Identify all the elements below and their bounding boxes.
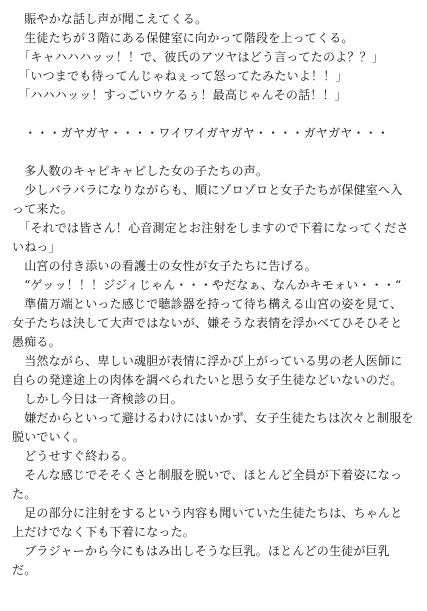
paragraph: ブラジャーから今にもはみ出しそうな巨乳。ほとんどの生徒が巨乳だ。 [12, 544, 390, 577]
dialogue-line: 「それでは皆さん！心音測定とお注射をしますので下着になってくださいねっ」 [12, 221, 409, 254]
blank-line [12, 143, 414, 162]
paragraph: 少しバラバラになりながらも、順にゾロゾロと女子たちが保健室へ入って来た。 [12, 183, 403, 216]
story-text [12, 10, 414, 580]
paragraph: 多人数のキャピキャピした女の子たちの声。 [12, 164, 269, 178]
paragraph: そんな感じでそそくさと制服を脱いで、ほとんど全員が下着姿になった。 [12, 468, 403, 501]
dialogue-line: 「いつまでも待ってんじゃねぇって怒ってたみたいよ！！」 [12, 69, 348, 83]
blank-line [12, 105, 414, 124]
dialogue-line: 「キャハハハッッ！！で、彼氏のアツヤはどう言ってたのよ？？」 [12, 50, 384, 64]
sound-effect-line: ・・・ガヤガヤ・・・・ワイワイガヤガヤ・・・・ガヤガヤ・・・ [12, 126, 390, 140]
paragraph: 生徒たちが３階にある保健室に向かって階段を上ってくる。 [12, 31, 354, 45]
paragraph: 山宮の付き添いの看護士の女性が女子たちに告げる。 [12, 259, 318, 273]
paragraph: 準備万端といった感じで聴診器を持って待ち構える山宮の姿を見て、女子たちは決して大声ではないが、嫌そうな表情を浮かべてひそひそと愚痴る。 [12, 297, 403, 349]
dialogue-line: 「ハハハッッ！すっごいウケるぅ！最高じゃんその話！！」 [12, 88, 347, 102]
paragraph: 嫌だからといって避けるわけにはいかず、女子生徒たちは次々と制服を脱いでいく。 [12, 411, 414, 444]
thought-line: “ゲッッ！！！ジジィじゃん・・・やだなぁ、なんかキモォい・・・“ [12, 278, 402, 292]
paragraph: 賑やかな話し声が聞こえてくる。 [12, 12, 208, 26]
paragraph: 足の部分に注射をするという内容も聞いていた生徒たちは、ちゃんと上だけでなく下も下着になった。 [12, 506, 403, 539]
paragraph: 当然ながら、卑しい魂胆が表情に浮かび上がっている男の老人医師に自らの発達途上の肉体を調べられたいと思う女子生徒などいないのだ。 [12, 354, 403, 387]
paragraph: どうせすぐ終わる。 [12, 449, 135, 463]
paragraph: しかし今日は一斉検診の日。 [12, 392, 183, 406]
